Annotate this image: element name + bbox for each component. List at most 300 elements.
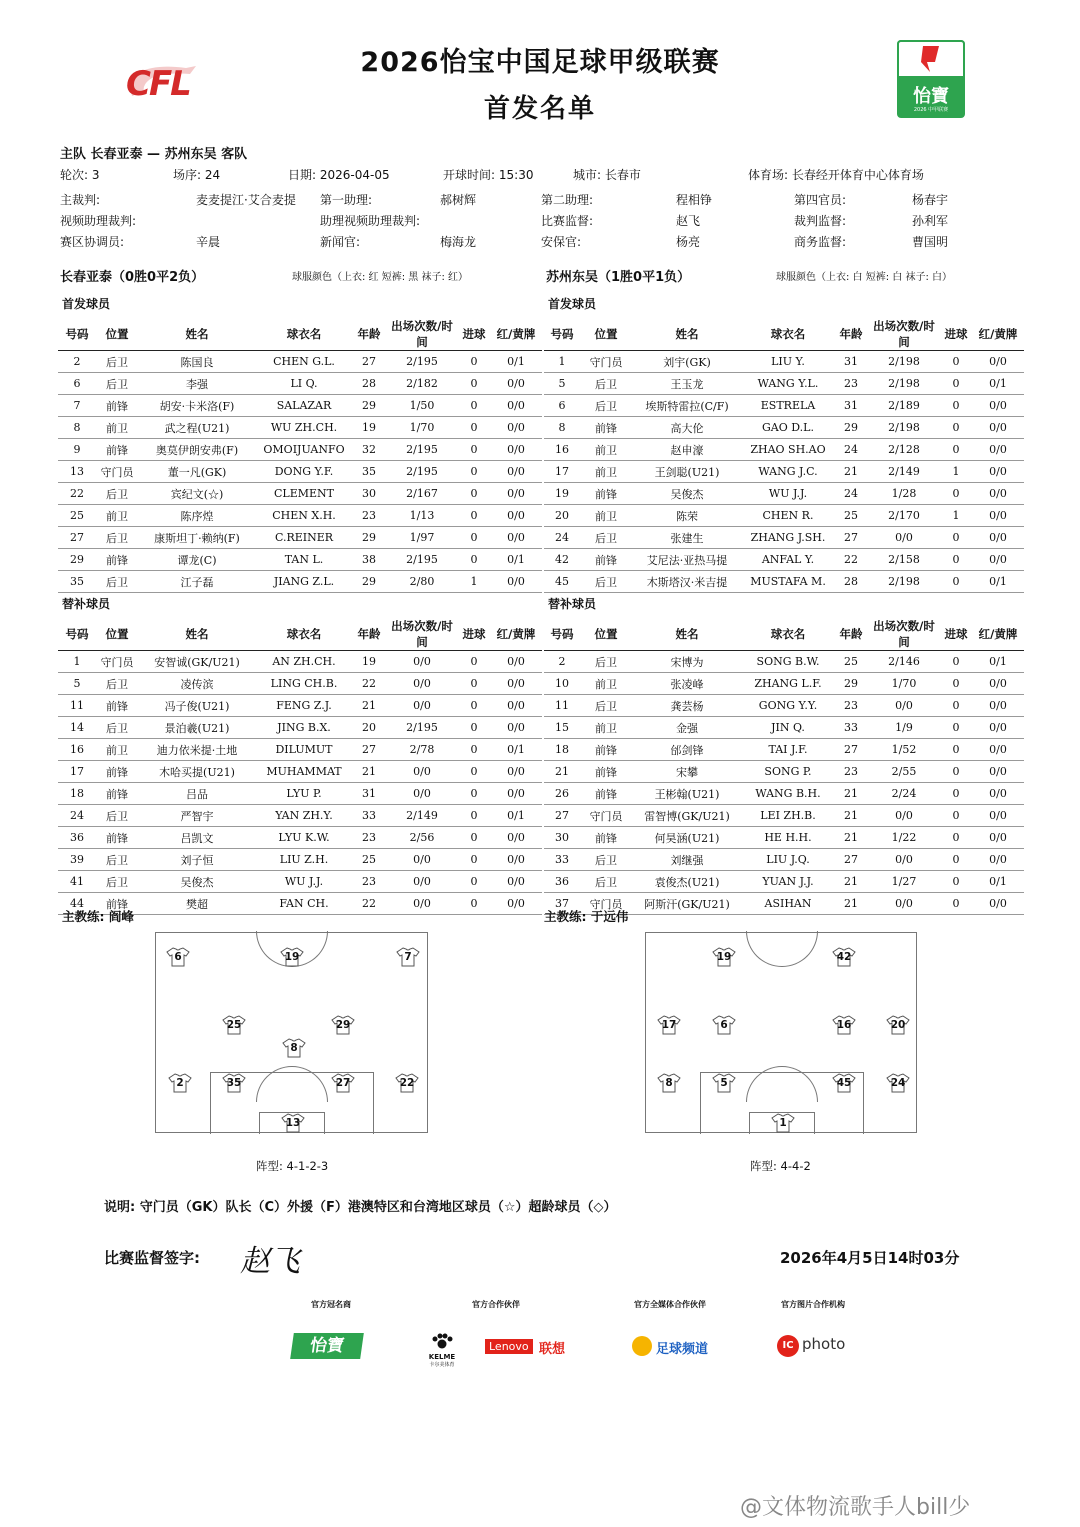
shirt-number: 16	[836, 1019, 852, 1031]
player-cell: 1/13	[386, 505, 458, 527]
column-header: 红/黄牌	[972, 618, 1024, 651]
sponsor-logo	[897, 40, 965, 118]
player-cell: 27	[58, 527, 96, 549]
player-cell: 33	[834, 717, 868, 739]
player-cell: 龚芸杨	[632, 695, 742, 717]
player-cell: 27	[834, 849, 868, 871]
player-cell: 迪力依米提·土地	[138, 739, 256, 761]
kelme-text: KELME	[428, 1353, 456, 1361]
player-cell: 0	[458, 651, 490, 673]
player-cell: 25	[58, 505, 96, 527]
player-row	[544, 673, 1024, 695]
shirt-number: 35	[226, 1077, 242, 1089]
player-cell: 艾尼法·亚热马提	[632, 549, 742, 571]
player-row	[58, 805, 542, 827]
player-cell: 23	[834, 761, 868, 783]
player-cell: 21	[352, 695, 386, 717]
player-cell: 后卫	[580, 571, 632, 593]
player-cell: 0	[458, 717, 490, 739]
player-cell: 0	[940, 739, 972, 761]
player-cell: 29	[352, 571, 386, 593]
player-row	[58, 739, 542, 761]
player-cell: 0	[458, 351, 490, 373]
sponsor-logo-sub: 2026 中甲联赛	[913, 107, 949, 113]
player-cell: 0/0	[386, 761, 458, 783]
player-cell: 高大伦	[632, 417, 742, 439]
player-cell: 18	[58, 783, 96, 805]
player-row	[58, 571, 542, 593]
player-cell: 11	[544, 695, 580, 717]
player-cell: 张建生	[632, 527, 742, 549]
home-subs-table	[58, 618, 542, 915]
player-cell: 6	[58, 373, 96, 395]
player-cell: 33	[544, 849, 580, 871]
player-cell: 2/55	[868, 761, 940, 783]
player-cell: 31	[834, 351, 868, 373]
player-cell: CLEMENT	[256, 483, 352, 505]
player-cell: JIANG Z.L.	[256, 571, 352, 593]
player-cell: 2/189	[868, 395, 940, 417]
player-cell: 前锋	[580, 417, 632, 439]
icphoto-badge: IC	[777, 1335, 799, 1357]
player-row	[58, 849, 542, 871]
player-cell: C.REINER	[256, 527, 352, 549]
player-cell: 0/0	[972, 505, 1024, 527]
player-row	[544, 849, 1024, 871]
player-cell: 31	[352, 783, 386, 805]
column-header: 号码	[58, 618, 96, 651]
player-row	[544, 805, 1024, 827]
player-cell: 27	[834, 527, 868, 549]
player-cell: 2/24	[868, 783, 940, 805]
player-cell: 前卫	[96, 417, 138, 439]
shirt-number: 29	[335, 1019, 351, 1031]
player-cell: 袁俊杰(U21)	[632, 871, 742, 893]
player-cell: HE H.H.	[742, 827, 834, 849]
player-shirt	[280, 947, 304, 967]
player-shirt	[166, 947, 190, 967]
player-cell: DILUMUT	[256, 739, 352, 761]
player-cell: 后卫	[96, 717, 138, 739]
player-cell: WANG B.H.	[742, 783, 834, 805]
player-cell: 0/0	[490, 505, 542, 527]
player-cell: 0/0	[972, 761, 1024, 783]
player-cell: 0/0	[972, 717, 1024, 739]
player-row	[58, 871, 542, 893]
shirt-number: 1	[779, 1117, 787, 1129]
player-cell: SONG B.W.	[742, 651, 834, 673]
player-cell: 0	[940, 417, 972, 439]
player-cell: 1	[58, 651, 96, 673]
player-cell: 21	[834, 893, 868, 915]
player-shirt	[886, 1015, 910, 1035]
player-cell: 刘宇(GK)	[632, 351, 742, 373]
player-row	[544, 783, 1024, 805]
player-row	[58, 461, 542, 483]
player-cell: 前卫	[580, 439, 632, 461]
player-cell: 0/0	[490, 783, 542, 805]
table-header-row	[58, 618, 542, 651]
player-cell: 2/198	[868, 417, 940, 439]
player-cell: 0/0	[490, 827, 542, 849]
player-cell: 18	[544, 739, 580, 761]
player-cell: 0/1	[972, 373, 1024, 395]
away-team-name: 苏州东吴（1胜0平1负）	[546, 270, 691, 285]
player-cell: 0	[458, 527, 490, 549]
player-cell: 后卫	[96, 805, 138, 827]
column-header: 号码	[544, 318, 580, 351]
player-cell: GAO D.L.	[742, 417, 834, 439]
player-cell: 17	[58, 761, 96, 783]
player-cell: 2/198	[868, 373, 940, 395]
player-cell: 23	[834, 373, 868, 395]
player-cell: 2/146	[868, 651, 940, 673]
shirt-number: 22	[399, 1077, 415, 1089]
player-cell: 5	[544, 373, 580, 395]
home-formation: 阵型: 4-1-2-3	[256, 1159, 329, 1173]
player-row	[58, 351, 542, 373]
player-cell: 0/0	[490, 461, 542, 483]
shirt-number: 8	[290, 1042, 298, 1054]
player-cell: 0	[458, 549, 490, 571]
supervisor-signature: 赵飞	[240, 1244, 300, 1279]
shirt-number: 6	[720, 1019, 728, 1031]
player-cell: 0/0	[972, 527, 1024, 549]
player-cell: 守门员	[580, 805, 632, 827]
column-header: 位置	[96, 618, 138, 651]
player-cell: 0/0	[972, 417, 1024, 439]
player-cell: 0	[940, 571, 972, 593]
player-cell: SONG P.	[742, 761, 834, 783]
column-header: 球衣名	[256, 618, 352, 651]
player-cell: 21	[834, 827, 868, 849]
player-cell: 后卫	[96, 351, 138, 373]
player-row	[58, 483, 542, 505]
player-cell: 17	[544, 461, 580, 483]
player-cell: 前锋	[96, 549, 138, 571]
player-row	[58, 695, 542, 717]
player-cell: 守门员	[96, 461, 138, 483]
player-row	[58, 417, 542, 439]
player-cell: 0/0	[386, 783, 458, 805]
player-cell: TAI J.F.	[742, 739, 834, 761]
player-cell: 8	[58, 417, 96, 439]
shirt-number: 13	[285, 1117, 301, 1129]
column-header: 进球	[458, 618, 490, 651]
player-cell: 0/0	[490, 527, 542, 549]
player-cell: 0/0	[972, 805, 1024, 827]
shirt-number: 17	[661, 1019, 677, 1031]
player-cell: CHEN X.H.	[256, 505, 352, 527]
player-cell: AN ZH.CH.	[256, 651, 352, 673]
player-cell: 凌传滨	[138, 673, 256, 695]
shirt-number: 27	[335, 1077, 351, 1089]
player-cell: 前卫	[580, 505, 632, 527]
player-cell: 0	[940, 527, 972, 549]
official-label: 安保官:	[541, 235, 582, 249]
column-header: 进球	[940, 318, 972, 351]
teams-line: 主队 长春亚泰 — 苏州东吴 客队	[60, 147, 248, 162]
shirt-number: 45	[836, 1077, 852, 1089]
sponsor-logo-text: 怡寶	[913, 86, 949, 107]
player-shirt	[771, 1113, 795, 1133]
official-value: 梅海龙	[440, 235, 477, 249]
player-row	[544, 739, 1024, 761]
column-header: 球衣名	[256, 318, 352, 351]
player-row	[544, 373, 1024, 395]
player-cell: 后卫	[96, 373, 138, 395]
player-cell: 0	[940, 373, 972, 395]
player-cell: FAN CH.	[256, 893, 352, 915]
player-cell: 31	[834, 395, 868, 417]
player-shirt	[222, 1015, 246, 1035]
player-cell: 0/0	[868, 695, 940, 717]
shirt-number: 25	[226, 1019, 242, 1031]
player-cell: 后卫	[580, 871, 632, 893]
player-cell: 2/80	[386, 571, 458, 593]
player-cell: 后卫	[580, 695, 632, 717]
player-cell: 1	[544, 351, 580, 373]
player-cell: MUSTAFA M.	[742, 571, 834, 593]
lenovo-cn-logo: 联想	[539, 1342, 566, 1357]
player-cell: 0/0	[868, 527, 940, 549]
player-cell: LIU Z.H.	[256, 849, 352, 871]
player-cell: 41	[58, 871, 96, 893]
player-shirt	[396, 947, 420, 967]
home-formation-pitch	[155, 932, 428, 1133]
player-cell: 7	[58, 395, 96, 417]
player-row	[544, 761, 1024, 783]
home-coach: 主教练: 阎峰	[62, 909, 134, 924]
player-cell: 24	[834, 483, 868, 505]
player-row	[58, 527, 542, 549]
player-cell: YUAN J.J.	[742, 871, 834, 893]
player-cell: 21	[834, 461, 868, 483]
venue-field: 体育场: 长春经开体育中心体育场	[748, 168, 924, 182]
player-cell: LIU J.Q.	[742, 849, 834, 871]
player-cell: MUHAMMAT	[256, 761, 352, 783]
home-kit: 球服颜色（上衣: 红 短裤: 黑 袜子: 红）	[292, 272, 469, 283]
player-cell: 0	[940, 805, 972, 827]
player-cell: 2/198	[868, 351, 940, 373]
player-cell: 15	[544, 717, 580, 739]
player-cell: 0	[458, 417, 490, 439]
player-cell: 前卫	[580, 461, 632, 483]
player-cell: 0	[458, 373, 490, 395]
player-cell: 19	[352, 651, 386, 673]
player-cell: 21	[352, 761, 386, 783]
player-cell: ZHAO SH.AO	[742, 439, 834, 461]
player-cell: 25	[352, 849, 386, 871]
player-row	[544, 505, 1024, 527]
away-starters-label: 首发球员	[548, 297, 597, 311]
player-cell: 1	[940, 461, 972, 483]
player-cell: 陈国良	[138, 351, 256, 373]
player-cell: 0	[458, 739, 490, 761]
player-row	[544, 395, 1024, 417]
player-cell: LEI ZH.B.	[742, 805, 834, 827]
player-cell: 0/0	[490, 849, 542, 871]
player-row	[544, 871, 1024, 893]
player-cell: 0/1	[490, 805, 542, 827]
player-row	[58, 395, 542, 417]
lenovo-logo: Lenovo	[485, 1339, 533, 1354]
player-cell: 2/149	[386, 805, 458, 827]
player-cell: 后卫	[580, 373, 632, 395]
column-header: 球衣名	[742, 318, 834, 351]
player-cell: 0/0	[972, 739, 1024, 761]
player-cell: 严智宇	[138, 805, 256, 827]
player-cell: 奥莫伊朗安弗(F)	[138, 439, 256, 461]
player-row	[544, 527, 1024, 549]
player-cell: 0/1	[972, 651, 1024, 673]
player-cell: 0/0	[972, 695, 1024, 717]
player-shirt	[331, 1073, 355, 1093]
player-cell: 1/27	[868, 871, 940, 893]
player-row	[544, 439, 1024, 461]
player-cell: 39	[58, 849, 96, 871]
player-cell: 2/198	[868, 571, 940, 593]
player-cell: 吴俊杰	[138, 871, 256, 893]
player-cell: 0/0	[490, 761, 542, 783]
player-cell: 陈序煌	[138, 505, 256, 527]
player-cell: 前锋	[96, 783, 138, 805]
player-row	[544, 461, 1024, 483]
player-cell: 29	[352, 395, 386, 417]
player-cell: 22	[58, 483, 96, 505]
player-cell: DONG Y.F.	[256, 461, 352, 483]
player-cell: 0/1	[972, 571, 1024, 593]
player-cell: 0	[940, 351, 972, 373]
player-cell: 30	[544, 827, 580, 849]
player-cell: 0	[940, 717, 972, 739]
column-header: 姓名	[138, 318, 256, 351]
player-cell: 0/0	[972, 849, 1024, 871]
player-cell: 前锋	[96, 395, 138, 417]
player-cell: TAN L.	[256, 549, 352, 571]
player-cell: 0	[458, 695, 490, 717]
official-value: 程相铮	[676, 193, 713, 207]
player-shirt	[832, 1073, 856, 1093]
shirt-number: 42	[836, 951, 852, 963]
player-cell: 0/1	[490, 549, 542, 571]
player-cell: 2/195	[386, 717, 458, 739]
player-shirt	[712, 947, 736, 967]
player-cell: 0/0	[868, 805, 940, 827]
table-header-row	[544, 618, 1024, 651]
player-cell: FENG Z.J.	[256, 695, 352, 717]
player-cell: 前卫	[580, 673, 632, 695]
player-cell: 29	[834, 417, 868, 439]
player-cell: 前锋	[96, 439, 138, 461]
player-cell: 36	[544, 871, 580, 893]
player-cell: 24	[544, 527, 580, 549]
player-cell: 埃斯特雷拉(C/F)	[632, 395, 742, 417]
player-cell: 29	[834, 673, 868, 695]
player-row	[58, 549, 542, 571]
official-value: 郝树辉	[440, 193, 477, 207]
player-cell: 0	[458, 871, 490, 893]
player-cell: 1/70	[386, 417, 458, 439]
player-cell: 前锋	[580, 549, 632, 571]
player-cell: 刘继强	[632, 849, 742, 871]
player-cell: 后卫	[580, 849, 632, 871]
player-cell: 24	[58, 805, 96, 827]
player-cell: YAN ZH.Y.	[256, 805, 352, 827]
cfl-logo-text: CFL	[126, 64, 190, 104]
sponsor-head-title: 官方冠名商	[311, 1300, 351, 1309]
player-cell: 0	[940, 549, 972, 571]
player-cell: 宋博为	[632, 651, 742, 673]
player-cell: 0	[458, 505, 490, 527]
page-subtitle: 首发名单	[483, 94, 596, 124]
away-subs-table	[544, 618, 1024, 915]
player-cell: 何昊涵(U21)	[632, 827, 742, 849]
player-cell: 0	[458, 827, 490, 849]
player-row	[58, 783, 542, 805]
player-cell: 景泊羲(U21)	[138, 717, 256, 739]
player-shirt	[395, 1073, 419, 1093]
player-cell: 38	[352, 549, 386, 571]
shirt-number: 20	[890, 1019, 906, 1031]
player-cell: 后卫	[96, 673, 138, 695]
player-row	[544, 695, 1024, 717]
player-cell: ZHANG L.F.	[742, 673, 834, 695]
player-shirt	[712, 1015, 736, 1035]
player-cell: 2/182	[386, 373, 458, 395]
table-header-row	[58, 318, 542, 351]
player-cell: 康斯坦丁·赖纳(F)	[138, 527, 256, 549]
player-cell: 守门员	[580, 351, 632, 373]
column-header: 红/黄牌	[972, 318, 1024, 351]
player-cell: 0/0	[386, 695, 458, 717]
player-cell: 胡安·卡米洛(F)	[138, 395, 256, 417]
player-cell: 2/158	[868, 549, 940, 571]
player-row	[58, 373, 542, 395]
player-cell: 2	[58, 351, 96, 373]
player-cell: 冯子俊(U21)	[138, 695, 256, 717]
official-label: 裁判监督:	[794, 214, 847, 228]
player-cell: 27	[352, 351, 386, 373]
player-row	[544, 827, 1024, 849]
player-cell: 0/0	[490, 571, 542, 593]
player-cell: 安智诚(GK/U21)	[138, 651, 256, 673]
player-cell: WANG Y.L.	[742, 373, 834, 395]
yibao-sponsor-logo: 怡寶	[290, 1333, 364, 1359]
player-cell: WU ZH.CH.	[256, 417, 352, 439]
player-shirt	[657, 1015, 681, 1035]
player-cell: 22	[352, 673, 386, 695]
player-cell: 0/0	[972, 783, 1024, 805]
official-label: 新闻官:	[320, 235, 361, 249]
player-cell: 0/0	[868, 849, 940, 871]
player-cell: 0/0	[868, 893, 940, 915]
player-cell: 0	[940, 651, 972, 673]
player-cell: 21	[834, 805, 868, 827]
page-title: 2026怡宝中国足球甲级联赛	[360, 47, 720, 78]
away-formation: 阵型: 4-4-2	[750, 1159, 811, 1173]
player-cell: 0	[940, 761, 972, 783]
player-row	[58, 505, 542, 527]
player-cell: 0/0	[490, 395, 542, 417]
shirt-number: 5	[720, 1077, 728, 1089]
player-cell: OMOIJUANFO	[256, 439, 352, 461]
player-cell: 0/0	[972, 549, 1024, 571]
column-header: 年龄	[352, 618, 386, 651]
player-cell: 后卫	[580, 395, 632, 417]
paw-icon	[431, 1333, 453, 1349]
column-header: 出场次数/时间	[868, 318, 940, 351]
